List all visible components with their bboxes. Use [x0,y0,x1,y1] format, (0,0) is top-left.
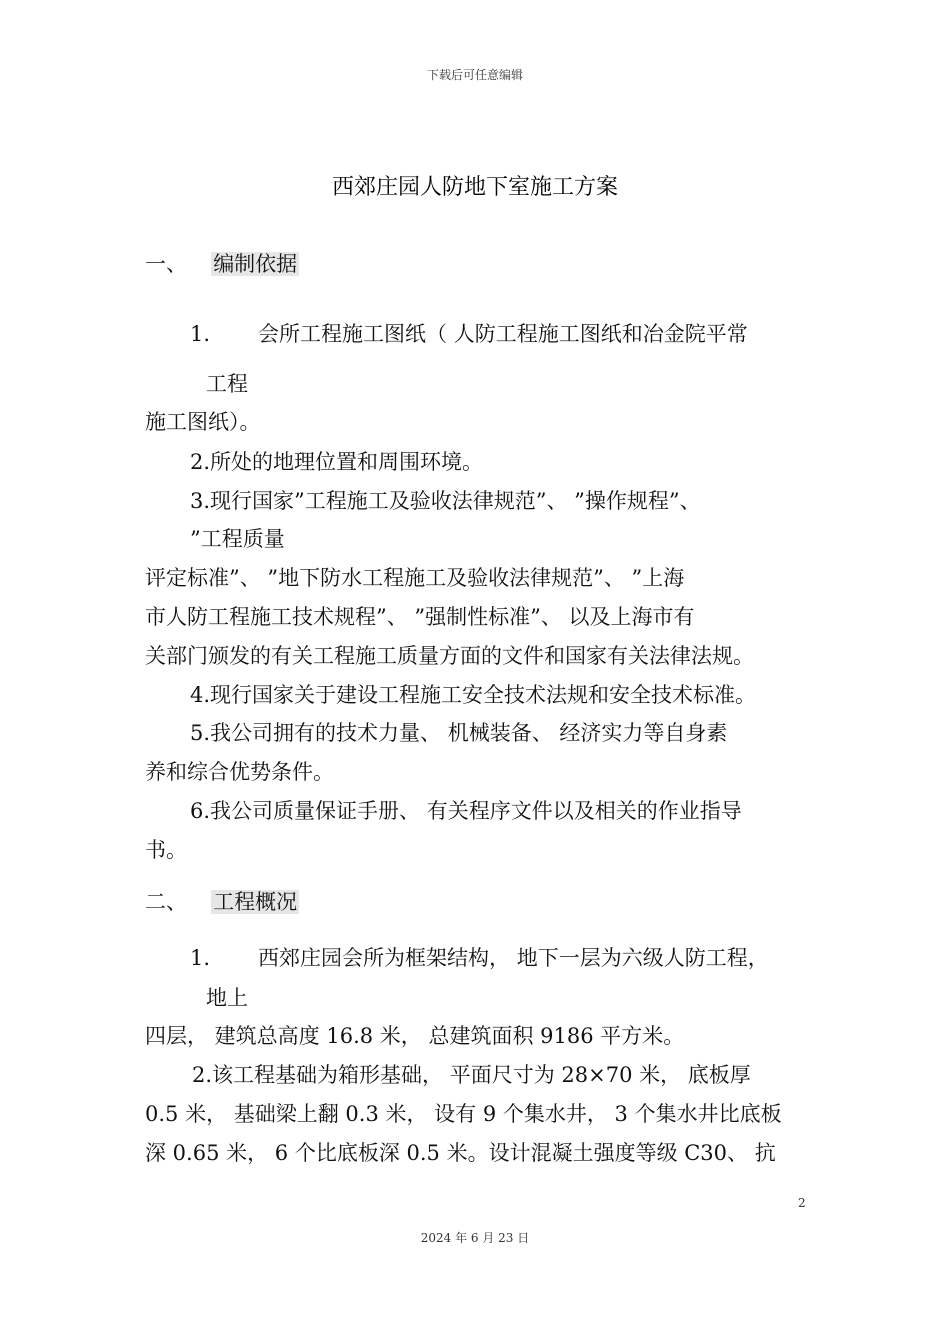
section-heading-1 [145,248,299,278]
list-number: 1. [190,322,211,346]
paragraph-line: 2.所处的地理位置和周围环境。 [190,450,484,474]
section-title: 编制依据 [213,252,298,276]
paragraph-line: 4.现行国家关于建设工程施工安全技术法规和安全技术标准。 [190,683,757,707]
paragraph-line: 评定标准”、 ”地下防水工程施工及验收法律规范”、 ”上海 [145,566,685,590]
paragraph-line: 关部门颁发的有关工程施工质量方面的文件和国家有关法律法规。 [145,644,754,668]
paragraph-line: 6.我公司质量保证手册、 有关程序文件以及相关的作业指导 [190,799,742,823]
list-text: 会所工程施工图纸（ 人防工程施工图纸和冶金院平常 [258,322,748,346]
paragraph-line: 地上 [206,986,248,1010]
section-number: 二、 [145,890,187,914]
paragraph-line: 5.我公司拥有的技术力量、 机械装备、 经济实力等自身素 [190,721,728,745]
paragraph-line: ”工程质量 [190,527,285,551]
section-title: 工程概况 [213,890,298,914]
section-number: 一、 [145,252,187,276]
list-number: 1. [190,946,211,970]
paragraph-line: 市人防工程施工技术规程”、 ”强制性标准”、 以及上海市有 [145,605,695,629]
paragraph-line: 3.现行国家”工程施工及验收法律规范”、 ”操作规程”、 [190,489,701,513]
paragraph-line: 0.5 米， 基础梁上翻 0.3 米， 设有 9 个集水井， 3 个集水井比底板 [145,1102,782,1126]
document-title: 西郊庄园人防地下室施工方案 [331,175,618,200]
paragraph-line: 书。 [145,838,187,862]
page-number: 2 [798,1196,806,1210]
paragraph-line: 深 0.65 米， 6 个比底板深 0.5 米。设计混凝土强度等级 C30、 抗 [145,1141,776,1165]
section-heading-2 [145,886,299,916]
paragraph-line: 工程 [206,372,248,396]
paragraph-line: 施工图纸）。 [145,410,261,434]
paragraph-line: 养和综合优势条件。 [145,760,334,784]
footer-date: 2024 年 6 月 23 日 [420,1231,530,1245]
paragraph-line: 四层， 建筑总高度 16.8 米， 总建筑面积 9186 平方米。 [145,1024,685,1048]
paragraph-line [190,318,748,348]
paragraph-line [190,942,769,972]
list-text: 西郊庄园会所为框架结构， 地下一层为六级人防工程， [258,946,769,970]
header-note: 下载后可任意编辑 [426,68,523,82]
paragraph-line: 2.该工程基础为箱形基础， 平面尺寸为 28×70 米， 底板厚 [192,1063,751,1087]
